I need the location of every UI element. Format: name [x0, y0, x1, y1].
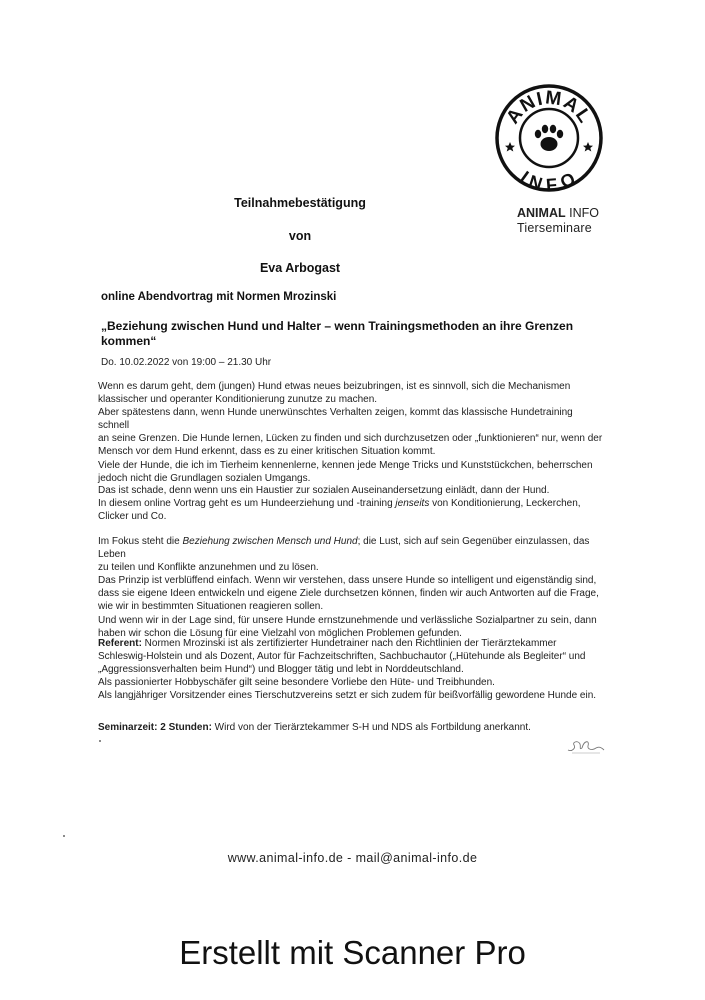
animal-info-logo [495, 84, 603, 192]
scan-speck [63, 835, 65, 837]
title-preposition: von [288, 229, 312, 243]
scanner-watermark: Erstellt mit Scanner Pro [179, 934, 526, 971]
text-line: Das ist schade, denn wenn uns ein Haustier zur sozialen Auseinandersetzung einlädt, dann der Hund. [98, 485, 550, 496]
brand-bold: ANIMAL [517, 206, 566, 220]
text-line: Clicker und Co. [98, 511, 167, 523]
referent-label: Referent: [98, 638, 142, 649]
body-paragraph-2 [98, 484, 606, 523]
text-line: Viele der Hunde, die ich im Tierheim kennenlerne, kennen jede Menge Tricks und Kunststückchen, beherrschen [98, 459, 593, 471]
svg-text:INFO [517, 167, 580, 192]
svg-text:ANIMAL [502, 87, 595, 128]
italic-text: Beziehung zwischen Mensch und Hund [182, 536, 358, 547]
text-segment: Im Fokus steht die [98, 536, 183, 547]
text-line: zu teilen und Konflikte anzunehmen und zu lösen. [98, 562, 319, 574]
seminar-time [98, 721, 606, 734]
event-datetime: Do. 10.02.2022 von 19:00 – 21.30 Uhr [101, 357, 272, 368]
text-line: jedoch nicht die Grundlagen sozialen Umgangs. [98, 472, 311, 484]
text-line [98, 497, 606, 510]
text-line [98, 637, 606, 650]
text-segment: ; die Lust, sich auf sein Gegenüber einzulassen, das Leben [98, 536, 590, 561]
text-line: klassischer und operanter Konditionierung zunutze zu machen. [98, 394, 378, 406]
event-title-line: kommen“ [101, 333, 157, 348]
scan-speck [99, 740, 101, 742]
brand-name [517, 205, 599, 221]
text-segment: In diesem online Vortrag geht es um Hundeerziehung und -training [98, 498, 396, 510]
paw-icon [535, 125, 563, 151]
event-title-line: „Beziehung zwischen Hund und Halter – wenn Trainingsmethoden an ihre Grenzen [101, 319, 574, 333]
text-line: Als passionierter Hobbyschäfer gilt seine besondere Vorliebe den Hüte- und Treibhunden. [98, 677, 495, 689]
text-line [98, 721, 606, 734]
seminar-label: Seminarzeit: 2 Stunden: [98, 722, 212, 733]
logo-ring-top: ANIMAL [502, 87, 596, 128]
text-line: an seine Grenzen. Die Hunde lernen, Lücken zu finden und sich durchzusetzen oder „funktionieren“ nur, wenn der [98, 433, 603, 445]
participant-name: Eva Arbogast [259, 261, 341, 275]
text-line [98, 535, 606, 561]
footer-contact: www.animal-info.de - mail@animal-info.de [227, 851, 478, 865]
brand-regular: INFO [569, 206, 599, 220]
body-paragraph-3 [98, 535, 606, 640]
text-line: Als langjähriger Vorsitzender eines Tierschutzvereins setzt er sich zudem für beißvorfällig gewordene Hunde ein. [98, 690, 597, 702]
italic-text: jenseits [395, 498, 430, 510]
text-line: Und wenn wir in der Lage sind, für unsere Hunde ernstzunehmende und verlässliche Sozialpartner zu sein, dann [98, 614, 597, 626]
event-title [101, 319, 601, 348]
document-title: Teilnahmebestätigung [234, 196, 366, 210]
text-line: „Aggressionsverhalten beim Hund“) und Blogger tätig und lebt in Norddeutschland. [98, 664, 464, 676]
text-segment: von Konditionierung, Leckerchen, [429, 498, 581, 510]
event-type: online Abendvortrag mit Normen Mrozinski [101, 291, 337, 303]
text-line: wie wir in bestimmten Situationen reagieren sollen. [98, 601, 324, 613]
text-line: Wenn es darum geht, dem (jungen) Hund etwas neues beizubringen, ist es sinnvoll, sich die Mechanismen [98, 381, 571, 392]
signature [566, 736, 606, 758]
star-icon [505, 142, 515, 152]
star-icon [583, 142, 593, 152]
text-line: Aber spätestens dann, wenn Hunde unerwünschtes Verhalten zeigen, kommt das klassische Hundetraining schnell [98, 407, 573, 432]
text-line: Das Prinzip ist verblüffend einfach. Wenn wir verstehen, dass unsere Hunde so intelligent und eigenständig sind, [98, 575, 597, 587]
text-segment: Normen Mrozinski ist als zertifizierter Hundetrainer nach den Richtlinien der Tierärztekammer [141, 638, 557, 649]
text-line: dass sie eigene Ideen entwickeln und eigene Ziele durchsetzen können, finden wir auch Antworten auf die Frage, [98, 588, 599, 600]
text-line: Schleswig-Holstein und als Dozent, Autor für Fachzeitschriften, Sachbuchautor („Hütehunde als Begleiter“ und [98, 651, 586, 663]
text-line: haben wir schon die Lösung für eine Vielzahl von möglichen Problemen gefunden. [98, 627, 462, 639]
text-line: Mensch vor dem Hund erkennt, dass es zu einer kritischen Situation kommt. [98, 446, 436, 458]
brand-subtitle: Tierseminare [517, 221, 592, 235]
body-paragraph-1 [98, 380, 606, 485]
text-segment: Wird von der Tierärztekammer S-H und NDS als Fortbildung anerkannt. [211, 722, 531, 733]
referent-paragraph [98, 637, 606, 702]
logo-ring-bottom: INFO [516, 167, 580, 192]
